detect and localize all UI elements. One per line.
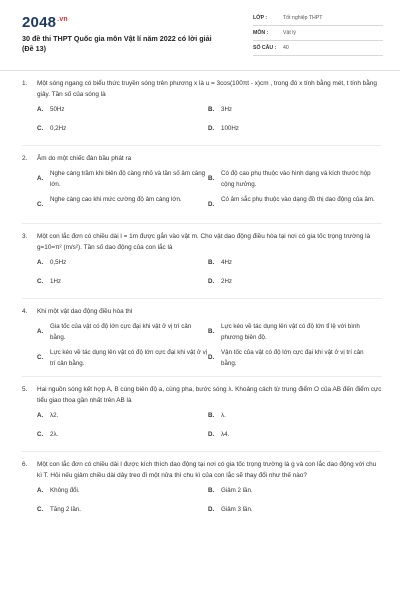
document-title-line2: (Đề 13)	[22, 44, 46, 53]
option-text: 50Hz	[50, 106, 65, 113]
option-letter: B.	[208, 487, 215, 494]
question-5	[0, 384, 400, 452]
option-a[interactable]	[37, 104, 208, 123]
option-letter: A.	[37, 259, 44, 266]
option-letter: A.	[37, 106, 44, 113]
question-body: Hai nguồn sóng kết hợp A, B cùng biên độ a, cùng pha, bước sóng λ. Khoảng cách từ trung điểm O của AB đến điểm cực tiểu giao thoa gần nhất trên AB là	[37, 386, 382, 404]
question-body: Một sóng ngang có biểu thức truyền sóng trên phương x là u = 3cos(100πt - x)cm , trong đó x tính bằng mét, t tính bằng giây. Tần số của sóng là	[37, 80, 377, 98]
question-divider	[22, 376, 382, 377]
option-text: Giảm 2 lần.	[221, 487, 253, 494]
option-letter: C.	[37, 354, 44, 361]
meta-value: 40	[283, 45, 289, 51]
option-a[interactable]	[37, 257, 208, 276]
question-3	[0, 231, 400, 299]
option-a[interactable]	[37, 410, 208, 429]
option-b[interactable]	[208, 321, 379, 347]
site-logo[interactable]: $2048^{.vn}$	[22, 14, 68, 31]
option-text: Giảm 3 lần.	[221, 506, 253, 513]
question-divider	[22, 223, 382, 224]
option-letter: B.	[208, 175, 215, 182]
option-letter: C.	[37, 278, 44, 285]
option-a[interactable]	[37, 485, 208, 504]
option-letter: D.	[208, 125, 215, 132]
option-text: λ.	[221, 412, 226, 419]
option-text: 3Hz	[221, 106, 233, 113]
question-number: 6.	[22, 461, 28, 468]
meta-row-count	[253, 43, 383, 56]
option-a[interactable]	[37, 168, 208, 194]
option-text: 2Hz	[221, 278, 233, 285]
option-text: λ4.	[221, 431, 230, 438]
option-letter: D.	[208, 278, 215, 285]
question-number: 5.	[22, 386, 28, 393]
option-d[interactable]	[208, 504, 379, 523]
meta-value: Vật lý	[283, 30, 296, 36]
question-2	[0, 153, 400, 224]
question-number: 3.	[22, 233, 28, 240]
question-number: 4.	[22, 308, 28, 315]
option-letter: A.	[37, 487, 44, 494]
option-text: Không đổi.	[50, 487, 80, 494]
option-d[interactable]	[208, 276, 379, 295]
answer-options	[37, 257, 382, 295]
meta-label: MÔN :	[253, 30, 269, 36]
answer-options	[37, 410, 382, 448]
option-letter: B.	[208, 412, 215, 419]
option-c[interactable]	[37, 504, 208, 523]
option-text: 0,5Hz	[50, 259, 67, 266]
option-letter: A.	[37, 412, 44, 419]
option-letter: C.	[37, 201, 44, 208]
question-number: 1.	[22, 80, 28, 87]
question-text	[22, 306, 382, 317]
option-b[interactable]	[208, 104, 379, 123]
answer-options	[37, 485, 382, 523]
option-letter: D.	[208, 201, 215, 208]
option-text: Gia tốc của vật có độ lớn cực đại khi vật ở vị trí cân bằng.	[50, 323, 192, 341]
meta-value: Tốt nghiệp THPT	[283, 15, 323, 21]
option-c[interactable]	[37, 429, 208, 448]
answer-options	[37, 321, 382, 373]
question-divider	[22, 451, 382, 452]
question-text	[22, 153, 382, 164]
question-body: Một con lắc đơn có chiều dài l = 1m được gắn vào vật m. Cho vật dao động điều hòa tại nơi có gia tốc trọng trường là g=10=π² (m/s²). Tần số dao động của con lắc là	[37, 233, 371, 251]
question-body: Khi một vật dao động điều hòa thì	[37, 308, 133, 315]
document-title	[22, 34, 237, 54]
option-text: Lực kéo về tác dụng lên vật có độ lớn tỉ lệ với bình phương biên độ.	[221, 323, 360, 341]
option-d[interactable]	[208, 347, 379, 373]
option-text: 100Hz	[221, 125, 239, 132]
option-b[interactable]	[208, 410, 379, 429]
option-b[interactable]	[208, 485, 379, 504]
option-d[interactable]	[208, 123, 379, 142]
option-text: Nghe càng trầm khi biên độ càng nhỏ và tần số âm càng lớn.	[50, 170, 206, 188]
option-text: Lực kéo về tác dụng lên vật có độ lớn cực đại khi vật ở vị trí cân bằng.	[50, 349, 208, 367]
option-text: Vận tốc của vật có độ lớn cực đại khi vật ở vị trí cân bằng.	[221, 349, 364, 367]
option-b[interactable]	[208, 168, 379, 194]
question-text	[22, 384, 382, 406]
option-text: 2λ.	[50, 431, 59, 438]
document-meta	[253, 13, 383, 58]
option-letter: B.	[208, 259, 215, 266]
answer-options	[37, 104, 382, 142]
answer-options	[37, 168, 382, 220]
option-letter: C.	[37, 125, 44, 132]
option-a[interactable]	[37, 321, 208, 347]
question-number: 2.	[22, 155, 28, 162]
meta-label: LỚP :	[253, 15, 268, 21]
option-b[interactable]	[208, 257, 379, 276]
question-4	[0, 306, 400, 377]
option-letter: D.	[208, 354, 215, 361]
option-text: 1Hz	[50, 278, 62, 285]
option-c[interactable]	[37, 276, 208, 295]
question-text	[22, 231, 382, 253]
meta-row-class	[253, 13, 383, 26]
option-d[interactable]	[208, 194, 379, 220]
option-c[interactable]	[37, 194, 208, 220]
option-text: Nghe càng cao khi mức cường độ âm càng lớn.	[50, 196, 182, 203]
option-letter: C.	[37, 506, 44, 513]
option-d[interactable]	[208, 429, 379, 448]
question-body: Một con lắc đơn có chiều dài l được kích thích dao động tại nơi có gia tốc trọng trường là g và con lắc dao động với chu kì T. Hỏi nếu giảm chiều dài dây treo đi một nửa thì chu kì của con lắc sẽ thay đổi như thế nào?	[37, 461, 377, 479]
question-divider	[22, 145, 382, 146]
option-text: Có độ cao phụ thuộc vào hình dạng và kích thước hộp cộng hưởng.	[221, 170, 371, 188]
question-text	[22, 78, 382, 100]
document-title-line1: 30 đề thi THPT Quốc gia môn Vật lí năm 2022 có lời giải	[22, 34, 212, 43]
option-c[interactable]	[37, 347, 208, 373]
option-letter: B.	[208, 106, 215, 113]
option-text: Tăng 2 lần.	[50, 506, 81, 513]
question-6	[0, 459, 400, 523]
option-letter: D.	[208, 431, 215, 438]
option-letter: C.	[37, 431, 44, 438]
option-letter: A.	[37, 175, 44, 182]
question-divider	[22, 298, 382, 299]
question-body: Âm do một chiếc đàn bầu phát ra	[37, 155, 132, 162]
meta-label: SỐ CÂU :	[253, 45, 277, 51]
page-header	[0, 0, 400, 66]
option-text: λ2.	[50, 412, 59, 419]
option-c[interactable]	[37, 123, 208, 142]
meta-row-subject	[253, 28, 383, 41]
option-letter: B.	[208, 328, 215, 335]
question-list	[0, 78, 400, 523]
question-text	[22, 459, 382, 481]
question-1	[0, 78, 400, 146]
option-letter: A.	[37, 328, 44, 335]
header-divider	[0, 70, 400, 71]
option-text: 0,2Hz	[50, 125, 67, 132]
option-text: Có âm sắc phụ thuộc vào dạng đồ thị dao động của âm.	[221, 196, 375, 203]
option-letter: D.	[208, 506, 215, 513]
option-text: 4Hz	[221, 259, 233, 266]
